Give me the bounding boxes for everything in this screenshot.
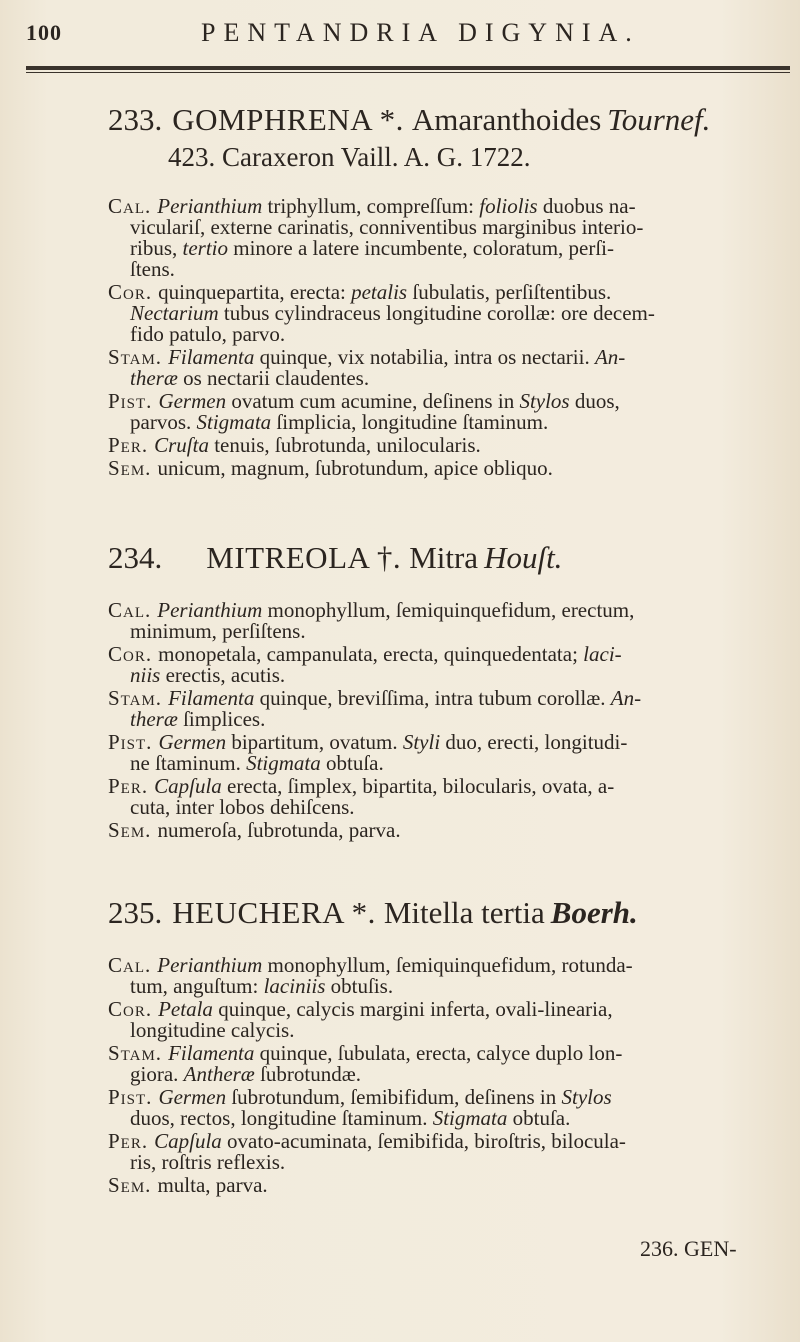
description-text: quinque, vix notabilia, intra os nectarii. [254,345,595,369]
description-text: ſubrotundum, ſemibifidum, deſinens in [226,1085,562,1109]
description-text: cuta, inter lobos dehiſcens. [130,795,355,819]
description-part [108,458,788,479]
description-text: quinquepartita, erecta: [158,280,352,304]
description-text: duos, [569,389,620,413]
description-text: unicum, magnum, ſubrotundum, apice obliquo. [157,456,553,480]
description-text: monophyllum, ſemiquinquefidum, rotunda- [262,953,633,977]
description-line [108,976,788,997]
synonym: Mitella tertia [383,895,545,930]
part-abbreviation: Stam. [108,1041,163,1065]
page-number: 100 [26,20,62,45]
description-text: bipartitum, ovatum. [226,730,403,754]
description-text: multa, parva. [157,1173,268,1197]
description-text: obtuſa. [320,751,384,775]
description-text: duobus na- [537,194,636,218]
description-part [108,435,788,456]
italic-term: Stylos [561,1085,612,1109]
synonym-author: Tournef. [607,102,711,137]
italic-term: laciniis [263,974,326,998]
part-abbreviation: Cal. [108,598,152,622]
description-line [108,732,788,753]
description-line [108,391,788,412]
synonym-author: Boerh. [550,895,638,930]
description-text: quinque, ſubulata, erecta, calyce duplo lon- [254,1041,623,1065]
description-line [108,196,788,217]
italic-term: An- [610,686,642,710]
description-text: quinque, breviſſima, intra tubum corollæ. [254,686,611,710]
description-line [108,347,788,368]
entry-title [108,102,710,138]
synonym-line: 423. Caraxeron Vaill. A. G. 1722. [168,142,531,172]
entry-number: 235. [108,895,163,930]
entry-number: 234. [108,540,163,575]
synonym: Mitra [409,540,479,575]
description-part [108,999,788,1041]
description-text: tubus cylindraceus longitudine corollæ: ore decem- [218,301,655,325]
description-text: erectis, acutis. [160,663,286,687]
part-abbreviation: Pist. [108,1085,153,1109]
description-text: ne ſtaminum. [130,751,247,775]
genus-name: GOMPHRENA *. [172,102,404,137]
description-text: obtuſa. [507,1106,571,1130]
description-text: duo, erecti, longitudi- [440,730,628,754]
description-text: ovato-acuminata, ſemibifida, biroſtris, bilocula- [221,1129,626,1153]
part-abbreviation: Cal. [108,194,152,218]
description-line [108,368,788,389]
description-text: numeroſa, ſubrotunda, parva. [157,818,401,842]
description-line [108,621,788,642]
italic-term: Germen [158,1085,227,1109]
description-part [108,1175,788,1196]
part-abbreviation: Pist. [108,730,153,754]
italic-term: tertio [182,236,228,260]
description-line [108,1152,788,1173]
italic-term: Capſula [154,774,222,798]
description-text: ſimplices. [177,707,266,731]
description-text: viculariſ, externe carinatis, conniventibus marginibus interio- [130,215,644,239]
entry-title [108,540,562,576]
description-line [108,1131,788,1152]
description-text: minimum, perſiſtens. [130,619,306,643]
description-line [108,1175,788,1196]
description-line [108,324,788,345]
description-line [108,1108,788,1129]
description-line [108,776,788,797]
italic-term: Perianthium [157,953,263,977]
italic-term: An- [594,345,626,369]
italic-term: theræ [130,366,178,390]
italic-term: Stigmata [196,410,272,434]
description-line [108,458,788,479]
description-text: giora. [130,1062,184,1086]
part-abbreviation: Sem. [108,1173,152,1197]
description-line [108,665,788,686]
description-text: duos, rectos, longitudine ſtaminum. [130,1106,433,1130]
italic-term: petalis [351,280,408,304]
part-abbreviation: Cor. [108,997,153,1021]
synonym: Amaranthoides [411,102,602,137]
genus-name: MITREOLA †. [206,540,402,575]
description-part [108,391,788,433]
italic-term: Filamenta [168,1041,255,1065]
description-text: parvos. [130,410,197,434]
description-line [108,1043,788,1064]
description-text: fido patulo, parvo. [130,322,286,346]
description-part [108,196,788,280]
description-part [108,600,788,642]
italic-term: Antheræ [183,1062,255,1086]
part-abbreviation: Pist. [108,389,153,413]
description-text: triphyllum, compreſſum: [262,194,480,218]
italic-term: Perianthium [157,194,263,218]
description-line [108,753,788,774]
description-line [108,999,788,1020]
description-text: ſtens. [130,257,175,281]
description-text: ſubrotundæ. [254,1062,361,1086]
description-part [108,1131,788,1173]
description-text: tum, anguſtum: [130,974,264,998]
description-text: os nectarii claudentes. [177,366,370,390]
part-abbreviation: Stam. [108,345,163,369]
description-line [108,644,788,665]
description-part [108,776,788,818]
italic-term: Stylos [519,389,570,413]
italic-term: Styli [402,730,441,754]
description-line [108,1020,788,1041]
description-text: ris, roſtris reflexis. [130,1150,286,1174]
italic-term: Germen [158,389,227,413]
description-text: ovatum cum acumine, deſinens in [226,389,520,413]
italic-term: niis [130,663,161,687]
description-text: tenuis, ſubrotunda, unilocularis. [208,433,481,457]
description-line [108,1064,788,1085]
italic-term: Filamenta [168,686,255,710]
italic-term: Cruſta [154,433,209,457]
description-line [108,303,788,324]
description-line [108,435,788,456]
description-text: ſubulatis, perſiſtentibus. [407,280,612,304]
description-part [108,820,788,841]
description-text: obtuſis. [325,974,394,998]
description-line [108,259,788,280]
italic-term: Stigmata [246,751,321,775]
description-part [108,282,788,345]
part-abbreviation: Cor. [108,280,153,304]
italic-term: Filamenta [168,345,255,369]
description-line [108,1087,788,1108]
header-rule-thin [26,72,790,73]
page-header [26,16,786,56]
italic-term: Capſula [154,1129,222,1153]
description-text: ſimplicia, longitudine ſtaminum. [271,410,549,434]
italic-term: Stigmata [432,1106,508,1130]
italic-term: Petala [158,997,213,1021]
description-part [108,732,788,774]
italic-term: Perianthium [157,598,263,622]
description-part [108,688,788,730]
description-line [108,709,788,730]
description-text: quinque, calycis margini inferta, ovali-linearia, [212,997,613,1021]
entry-title [108,895,638,931]
part-abbreviation: Per. [108,1129,149,1153]
part-abbreviation: Cor. [108,642,153,666]
description-line [108,600,788,621]
italic-term: foliolis [479,194,538,218]
description-line [108,955,788,976]
part-abbreviation: Cal. [108,953,152,977]
description-line [108,412,788,433]
description-line [108,217,788,238]
italic-term: theræ [130,707,178,731]
synonym-author: Houſt. [484,540,563,575]
part-abbreviation: Sem. [108,456,152,480]
part-abbreviation: Stam. [108,686,163,710]
description-part [108,644,788,686]
description-part [108,955,788,997]
description-line [108,820,788,841]
description-line [108,688,788,709]
part-abbreviation: Sem. [108,818,152,842]
description-text: erecta, ſimplex, bipartita, bilocularis, ovata, a- [221,774,615,798]
header-rule [26,66,790,70]
running-head: PENTANDRIA DIGYNIA. [201,18,640,47]
description-line [108,797,788,818]
description-text: monophyllum, ſemiquinquefidum, erectum, [262,598,635,622]
description-text: longitudine calycis. [130,1018,295,1042]
catchword: 236. GEN- [640,1236,737,1261]
italic-term: Germen [158,730,227,754]
part-abbreviation: Per. [108,774,149,798]
description-part [108,1087,788,1129]
italic-term: Nectarium [130,301,219,325]
description-line [108,238,788,259]
description-line [108,282,788,303]
italic-term: laci- [583,642,622,666]
entry-number: 233. [108,102,163,137]
part-abbreviation: Per. [108,433,149,457]
genus-name: HEUCHERA *. [172,895,376,930]
description-part [108,347,788,389]
description-text: monopetala, campanulata, erecta, quinquedentata; [158,642,584,666]
description-text: minore a latere incumbente, coloratum, perſi- [228,236,615,260]
description-part [108,1043,788,1085]
description-text: ribus, [130,236,183,260]
